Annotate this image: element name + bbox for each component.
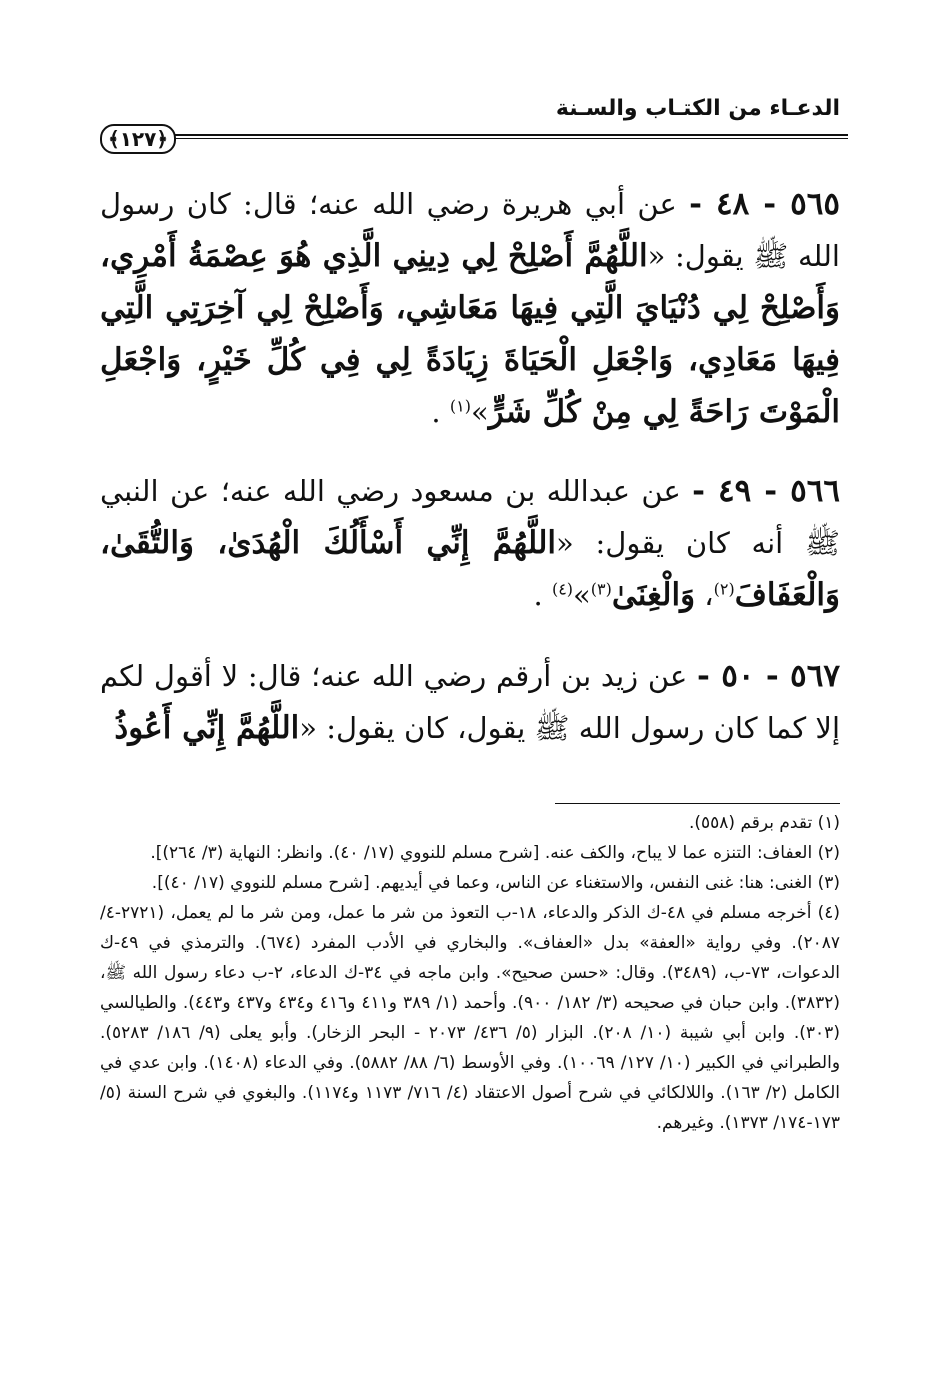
hadith-paragraph-565: [100, 178, 840, 438]
footnote-ref: (٣): [590, 579, 612, 599]
page-number: ﴿١٢٧﴾: [100, 124, 176, 154]
footnote-ref: (٤): [551, 579, 574, 599]
header-rule-thin: [165, 138, 848, 139]
footnote-ref: (٢): [713, 579, 735, 599]
running-header-title: الدعـاء من الكتـاب والسـنة: [555, 96, 840, 121]
sentence-end: .: [431, 395, 450, 429]
separator: ،: [695, 578, 714, 612]
quote-close: »: [470, 395, 489, 429]
hadith-paragraph-567: [100, 650, 840, 754]
footnote-3: (٣) الغنى: هنا: غنى النفس، والاستغناء عن الناس، وعما في أيديهم. [شرح مسلم للنووي (١٧/ ٤٠)].: [151, 873, 840, 893]
dua-text: اللَّهُمَّ إِنِّي أَعُوذُ: [114, 710, 300, 746]
footnote-ref: (١): [449, 396, 471, 416]
footnotes: [100, 808, 840, 1138]
dua-text: وَالْغِنَىٰ: [611, 577, 696, 613]
hadith-number: ٥٦٦ - ٤٩ -: [692, 473, 841, 509]
footnote-2: (٢) العفاف: التنزه عما لا يباح، والكف عنه. [شرح مسلم للنووي (١٧/ ٤٠). وانظر: النهاية (٣/ ٢٦٤)].: [150, 843, 840, 863]
dua-text: اللَّهُمَّ أَصْلِحْ لِي دِينِي الَّذِي هُوَ عِصْمَةُ أَمْرِي، وَأَصْلِحْ لِي دُنْيَايَ الَّتِي فِيهَا مَعَاشِي، وَأَصْلِحْ لِي آخِرَتِي الَّتِي فِيهَا مَعَادِي، وَاجْعَلِ الْحَيَاةَ زِيَادَةً لِي فِي كُلِّ خَيْرٍ، وَاجْعَلِ الْمَوْتَ رَاحَةً لِي مِنْ كُلِّ شَرٍّ: [100, 238, 840, 430]
hadith-paragraph-566: [100, 465, 840, 621]
hadith-intro: عن أبي هريرة رضي الله عنه؛ قال: كان رسول الله ﷺ يقول: «: [100, 187, 840, 273]
hadith-intro: عن زيد بن أرقم رضي الله عنه؛ قال: لا أقول لكم إلا كما كان رسول الله ﷺ يقول، كان يقول: «: [100, 659, 840, 745]
dua-text: اللَّهُمَّ إِنِّي أَسْأَلُكَ الْهُدَىٰ، وَالتُّقَىٰ، وَالْعَفَافَ: [100, 525, 840, 613]
header-rule: [165, 134, 848, 140]
sentence-end: .: [533, 578, 552, 612]
footnote-divider: [555, 803, 840, 804]
header-rule-thick: [165, 134, 848, 136]
hadith-number: ٥٦٥ - ٤٨ -: [689, 186, 841, 222]
footnote-1: (١) تقدم برقم (٥٥٨).: [688, 813, 840, 833]
footnote-4: (٤) أخرجه مسلم في ٤٨-ك الذكر والدعاء، ١٨-ب التعوذ من شر ما عمل، ومن شر ما لم يعمل، (٢٧٢١-٤/ ٢٠٨٧). وفي رواية «العفة» بدل «العفاف». والبخاري في الأدب المفرد (٦٧٤). والترمذي في ٤٩-ك الدعوات، ٧٣-ب، (٣٤٨٩). وقال: «حسن صحيح». وابن ماجه في ٣٤-ك الدعاء، ٢-ب دعاء رسول الله ﷺ، (٣٨٣٢). وابن حبان في صحيحه (٣/ ١٨٢/ ٩٠٠). وأحمد (١/ ٣٨٩ و٤١١ و٤١٦ و٤٣٤ و٤٣٧ و٤٤٣). والطيالسي (٣٠٣). وابن أبي شيبة (١٠/ ٢٠٨). البزار (٥/ ٤٣٦/ ٢٠٧٣ - البحر الزخار). وأبو يعلى (٩/ ١٨٦/ ٥٢٨٣). والطبراني في الكبير (١٠/ ١٢٧/ ١٠٠٦٩). وفي الأوسط (٦/ ٨٨/ ٥٨٨٢). وفي الدعاء (١٤٠٨). وابن عدي في الكامل (٢/ ١٦٣). واللالكائي في شرح أصول الاعتقاد (٤/ ٧١٦/ ١١٧٣ و١١٧٤). والبغوي في شرح السنة (٥/ ١٧٣-١٧٤/ ١٣٧٣). وغيرهم.: [100, 903, 841, 1133]
hadith-intro: عن عبدالله بن مسعود رضي الله عنه؛ عن النبي ﷺ أنه كان يقول: «: [100, 474, 840, 560]
quote-close: »: [573, 578, 591, 612]
hadith-number: ٥٦٧ - ٥٠ -: [697, 658, 840, 694]
